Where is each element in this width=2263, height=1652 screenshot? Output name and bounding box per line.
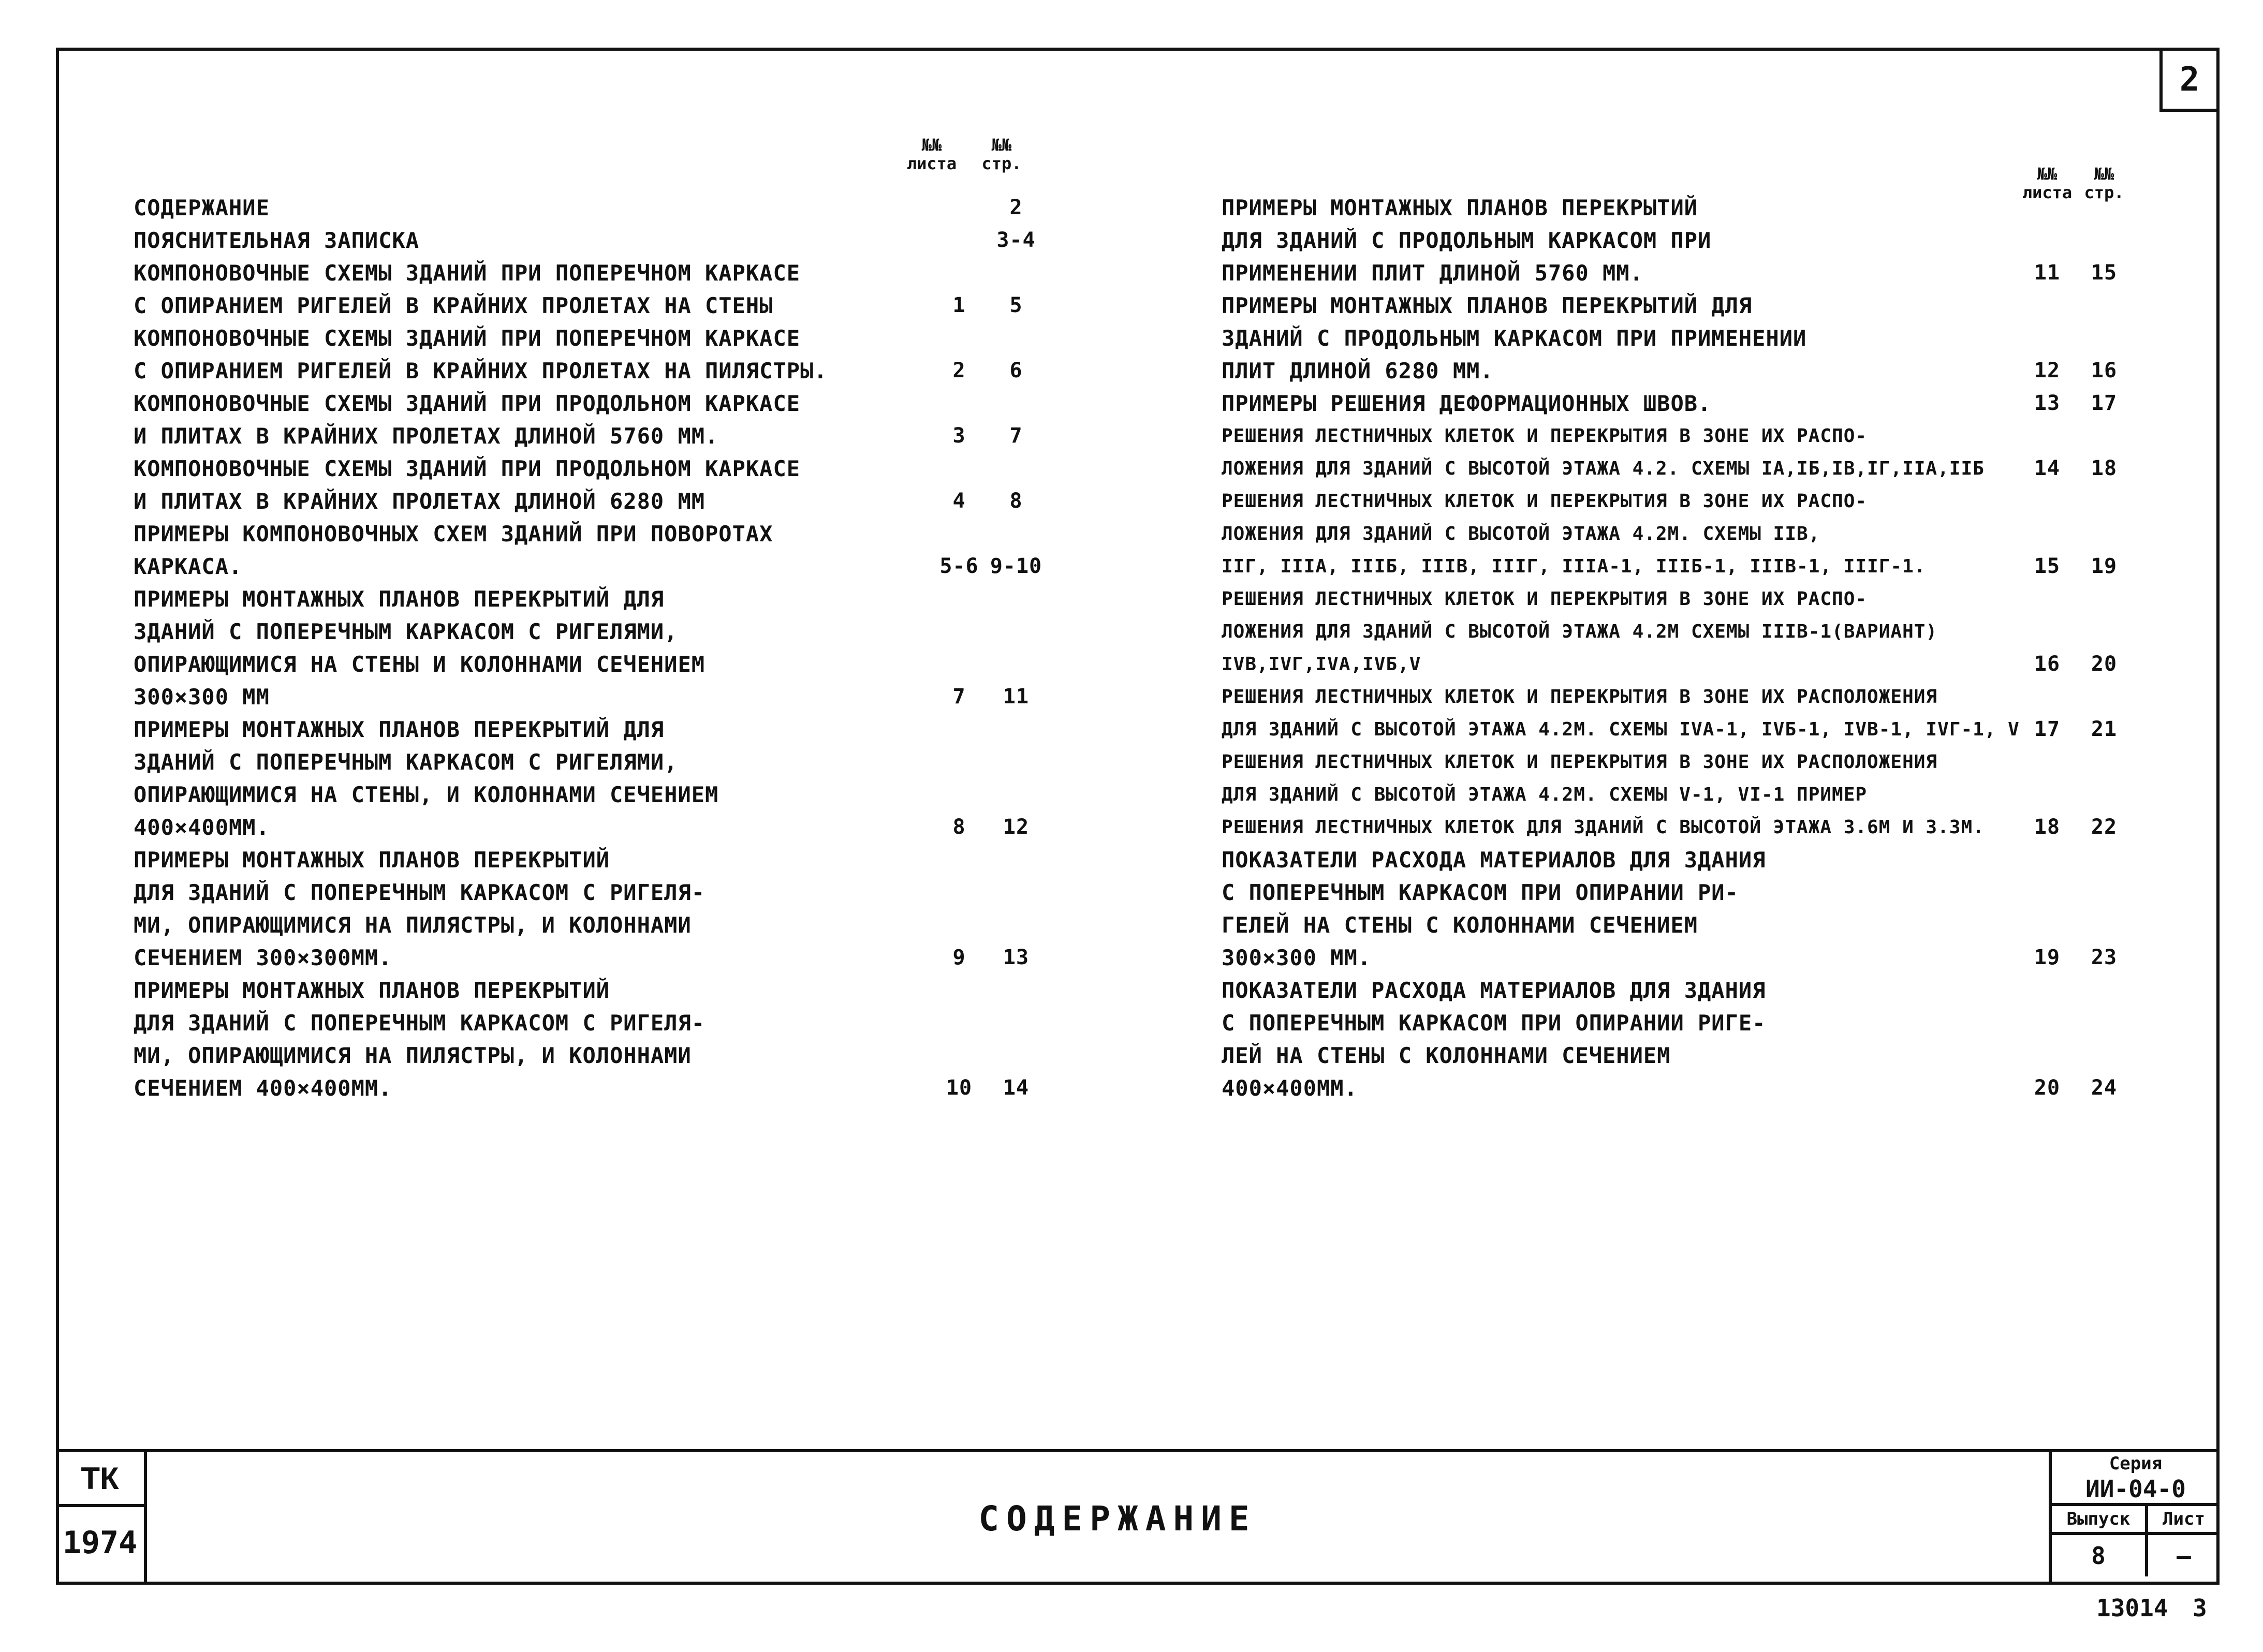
toc-entry-title: ПРИМЕРЫ КОМПОНОВОЧНЫХ СХЕМ ЗДАНИЙ ПРИ ПОВОРОТАХ КАРКАСА. bbox=[134, 521, 773, 579]
toc-entry-sheet: 18 bbox=[2034, 815, 2061, 839]
toc-entry-title: РЕШЕНИЯ ЛЕСТНИЧНЫХ КЛЕТОК И ПЕРЕКРЫТИЯ В ЗОНЕ ИХ РАСПО- ЛОЖЕНИЯ ДЛЯ ЗДАНИЙ С ВЫСОТОЙ ЭТАЖА 4.2. СХЕМЫ IА,IБ,IВ,IГ,IIА,IIБ bbox=[1222, 425, 1985, 479]
toc-entry-page: 5 bbox=[1009, 293, 1023, 317]
toc-entry-sheet: 19 bbox=[2034, 946, 2061, 969]
toc-entry-sheet: 15 bbox=[2034, 554, 2061, 578]
toc-entry-sheet: 3 bbox=[952, 424, 966, 448]
sheet-number: 2 bbox=[2159, 48, 2220, 112]
toc-entry-page: 11 bbox=[1003, 685, 1030, 709]
toc-entry-title: ПОЯСНИТЕЛЬНАЯ ЗАПИСКА bbox=[134, 228, 420, 253]
series-label: Серия bbox=[2109, 1453, 2163, 1474]
toc-entry bbox=[1222, 746, 2143, 844]
title-block-right bbox=[2049, 1452, 2220, 1585]
toc-entry bbox=[1222, 485, 2143, 583]
toc-entry-page: 2 bbox=[1009, 196, 1023, 219]
toc-entry-page: 18 bbox=[2091, 456, 2118, 480]
toc-entry-page: 3-4 bbox=[996, 228, 1036, 252]
right-sheet-col-header-line2: листа bbox=[2022, 183, 2073, 202]
toc-entry-page: 17 bbox=[2091, 391, 2118, 415]
sheet-value: — bbox=[2177, 1542, 2191, 1570]
toc-entry-sheet: 14 bbox=[2034, 456, 2061, 480]
organization-code: ТК bbox=[56, 1452, 144, 1507]
title-block bbox=[56, 1449, 2220, 1585]
toc-entry-page: 8 bbox=[1009, 489, 1023, 513]
document-title: СОДЕРЖАНИЕ bbox=[978, 1498, 1257, 1539]
toc-entry bbox=[1222, 681, 2143, 746]
toc-entry-page: 16 bbox=[2091, 359, 2118, 382]
toc-entry-page: 22 bbox=[2091, 815, 2118, 839]
toc-entry-page: 15 bbox=[2091, 261, 2118, 285]
toc-entry-sheet: 5-6 bbox=[939, 554, 979, 578]
toc-entry-title: КОМПОНОВОЧНЫЕ СХЕМЫ ЗДАНИЙ ПРИ ПРОДОЛЬНОМ КАРКАСЕ И ПЛИТАХ В КРАЙНИХ ПРОЛЕТАХ ДЛИНОЙ 6280 ММ bbox=[134, 456, 801, 514]
toc-entry-sheet: 11 bbox=[2034, 261, 2061, 285]
toc-entry-sheet: 16 bbox=[2034, 652, 2061, 676]
toc-entry-sheet: 9 bbox=[952, 946, 966, 969]
toc-entry bbox=[1222, 191, 2143, 289]
toc-left-column bbox=[134, 191, 1045, 1104]
title-block-left bbox=[56, 1452, 147, 1585]
toc-entry-sheet: 17 bbox=[2034, 717, 2061, 741]
toc-entry-title: ПРИМЕРЫ МОНТАЖНЫХ ПЛАНОВ ПЕРЕКРЫТИЙ ДЛЯ ЗДАНИЙ С ПРОДОЛЬНЫМ КАРКАСОМ ПРИ ПРИМЕНЕНИИ ПЛИТ ДЛИНОЙ 5760 ММ. bbox=[1222, 195, 1712, 286]
toc-entry-title: ПРИМЕРЫ МОНТАЖНЫХ ПЛАНОВ ПЕРЕКРЫТИЙ ДЛЯ ЗДАНИЙ С ПОПЕРЕЧНЫМ КАРКАСОМ С РИГЕЛЯМИ, ОПИРАЮЩИМИСЯ НА СТЕНЫ, И КОЛОННАМИ СЕЧЕНИЕМ 400×400ММ. bbox=[134, 717, 719, 840]
toc-entry bbox=[134, 713, 1045, 844]
toc-entry-page: 24 bbox=[2091, 1076, 2118, 1100]
toc-entry-sheet: 2 bbox=[952, 359, 966, 382]
toc-entry bbox=[134, 844, 1045, 974]
toc-entry-title: ПРИМЕРЫ МОНТАЖНЫХ ПЛАНОВ ПЕРЕКРЫТИЙ ДЛЯ ЗДАНИЙ С ПОПЕРЕЧНЫМ КАРКАСОМ С РИГЕЛЯ- МИ, ОПИРАЮЩИМИСЯ НА ПИЛЯСТРЫ, И КОЛОННАМИ СЕЧЕНИЕМ 300×300ММ. bbox=[134, 847, 706, 970]
toc-entry-sheet: 8 bbox=[952, 815, 966, 839]
left-page-col-header-line2: стр. bbox=[981, 154, 1022, 173]
toc-entry bbox=[1222, 583, 2143, 681]
toc-entry-page: 21 bbox=[2091, 717, 2118, 741]
toc-entry bbox=[134, 974, 1045, 1104]
toc-entry-title: РЕШЕНИЯ ЛЕСТНИЧНЫХ КЛЕТОК И ПЕРЕКРЫТИЯ В ЗОНЕ ИХ РАСПОЛОЖЕНИЯ ДЛЯ ЗДАНИЙ С ВЫСОТОЙ ЭТАЖА 4.2М. СХЕМЫ V-1, VI-1 ПРИМЕР РЕШЕНИЯ ЛЕСТНИЧНЫХ КЛЕТОК ДЛЯ ЗДАНИЙ С ВЫСОТОЙ ЭТАЖА 3.6М И 3.3М. bbox=[1222, 751, 1985, 838]
toc-entry bbox=[1222, 844, 2143, 974]
toc-entry-page: 20 bbox=[2091, 652, 2118, 676]
toc-entry-page: 19 bbox=[2091, 554, 2118, 578]
toc-entry bbox=[134, 452, 1045, 518]
toc-entry-title: ПРИМЕРЫ РЕШЕНИЯ ДЕФОРМАЦИОННЫХ ШВОВ. bbox=[1222, 391, 1712, 416]
toc-entry bbox=[134, 224, 1045, 257]
left-page-col-header-line1: №№ bbox=[991, 135, 1012, 155]
toc-entry bbox=[134, 191, 1045, 224]
left-sheet-col-header bbox=[901, 136, 963, 173]
right-page-col-header-line1: №№ bbox=[2094, 164, 2114, 184]
left-sheet-col-header-line2: листа bbox=[906, 154, 957, 173]
toc-entry bbox=[134, 583, 1045, 713]
sheet-label: Лист bbox=[2148, 1506, 2220, 1535]
toc-entry-title: КОМПОНОВОЧНЫЕ СХЕМЫ ЗДАНИЙ ПРИ ПОПЕРЕЧНОМ КАРКАСЕ С ОПИРАНИЕМ РИГЕЛЕЙ В КРАЙНИХ ПРОЛЕТАХ НА СТЕНЫ bbox=[134, 260, 801, 318]
toc-entry-page: 7 bbox=[1009, 424, 1023, 448]
toc-entry-sheet: 4 bbox=[952, 489, 966, 513]
issue-label: Выпуск bbox=[2052, 1506, 2148, 1535]
toc-entry-title: ПРИМЕРЫ МОНТАЖНЫХ ПЛАНОВ ПЕРЕКРЫТИЙ ДЛЯ ЗДАНИЙ С ПОПЕРЕЧНЫМ КАРКАСОМ С РИГЕЛЯ- МИ, ОПИРАЮЩИМИСЯ НА ПИЛЯСТРЫ, И КОЛОННАМИ СЕЧЕНИЕМ 400×400ММ. bbox=[134, 978, 706, 1101]
issue-value: 8 bbox=[2052, 1535, 2148, 1576]
toc-entry-page: 6 bbox=[1009, 359, 1023, 382]
toc-entry-sheet: 7 bbox=[952, 685, 966, 709]
toc-entry-title: РЕШЕНИЯ ЛЕСТНИЧНЫХ КЛЕТОК И ПЕРЕКРЫТИЯ В ЗОНЕ ИХ РАСПОЛОЖЕНИЯ ДЛЯ ЗДАНИЙ С ВЫСОТОЙ ЭТАЖА 4.2М. СХЕМЫ IVА-1, IVБ-1, IVВ-1, IVГ-1, V bbox=[1222, 686, 2020, 740]
toc-entry-page: 9-10 bbox=[990, 554, 1042, 578]
toc-entry bbox=[1222, 420, 2143, 485]
toc-entry-page: 12 bbox=[1003, 815, 1030, 839]
toc-entry bbox=[134, 387, 1045, 452]
toc-entry-sheet: 10 bbox=[946, 1076, 973, 1100]
left-sheet-col-header-line1: №№ bbox=[921, 135, 942, 155]
toc-entry-title: СОДЕРЖАНИЕ bbox=[134, 195, 270, 220]
toc-entry-title: КОМПОНОВОЧНЫЕ СХЕМЫ ЗДАНИЙ ПРИ ПРОДОЛЬНОМ КАРКАСЕ И ПЛИТАХ В КРАЙНИХ ПРОЛЕТАХ ДЛИНОЙ 5760 ММ. bbox=[134, 391, 801, 449]
toc-entry bbox=[1222, 974, 2143, 1104]
toc-right-column bbox=[1222, 191, 2143, 1104]
toc-entry-sheet: 1 bbox=[952, 293, 966, 317]
toc-entry-title: ПРИМЕРЫ МОНТАЖНЫХ ПЛАНОВ ПЕРЕКРЫТИЙ ДЛЯ ЗДАНИЙ С ПОПЕРЕЧНЫМ КАРКАСОМ С РИГЕЛЯМИ, ОПИРАЮЩИМИСЯ НА СТЕНЫ И КОЛОННАМИ СЕЧЕНИЕМ 300×300 ММ bbox=[134, 586, 706, 710]
toc-entry bbox=[134, 518, 1045, 583]
toc-entry-title: КОМПОНОВОЧНЫЕ СХЕМЫ ЗДАНИЙ ПРИ ПОПЕРЕЧНОМ КАРКАСЕ С ОПИРАНИЕМ РИГЕЛЕЙ В КРАЙНИХ ПРОЛЕТАХ НА ПИЛЯСТРЫ. bbox=[134, 326, 828, 384]
series-value: ИИ-04-0 bbox=[2052, 1475, 2220, 1506]
archive-code: 13014 bbox=[2096, 1594, 2168, 1622]
toc-entry-page: 13 bbox=[1003, 946, 1030, 969]
toc-entry-sheet: 13 bbox=[2034, 391, 2061, 415]
right-page-col-header-line2: стр. bbox=[2084, 183, 2124, 202]
toc-entry-title: ПРИМЕРЫ МОНТАЖНЫХ ПЛАНОВ ПЕРЕКРЫТИЙ ДЛЯ ЗДАНИЙ С ПРОДОЛЬНЫМ КАРКАСОМ ПРИ ПРИМЕНЕНИИ ПЛИТ ДЛИНОЙ 6280 ММ. bbox=[1222, 293, 1807, 384]
toc-entry-title: ПОКАЗАТЕЛИ РАСХОДА МАТЕРИАЛОВ ДЛЯ ЗДАНИЯ С ПОПЕРЕЧНЫМ КАРКАСОМ ПРИ ОПИРАНИИ РИ- ГЕЛЕЙ НА СТЕНЫ С КОЛОННАМИ СЕЧЕНИЕМ 300×300 ММ. bbox=[1222, 847, 1766, 970]
toc-entry-title: ПОКАЗАТЕЛИ РАСХОДА МАТЕРИАЛОВ ДЛЯ ЗДАНИЯ С ПОПЕРЕЧНЫМ КАРКАСОМ ПРИ ОПИРАНИИ РИГЕ- ЛЕЙ НА СТЕНЫ С КОЛОННАМИ СЕЧЕНИЕМ 400×400ММ. bbox=[1222, 978, 1766, 1101]
toc-entry bbox=[1222, 387, 2143, 420]
left-page-col-header bbox=[973, 136, 1030, 173]
toc-entry-page: 23 bbox=[2091, 946, 2118, 969]
toc-entry-title: РЕШЕНИЯ ЛЕСТНИЧНЫХ КЛЕТОК И ПЕРЕКРЫТИЯ В ЗОНЕ ИХ РАСПО- ЛОЖЕНИЯ ДЛЯ ЗДАНИЙ С ВЫСОТОЙ ЭТАЖА 4.2М. СХЕМЫ IIВ, IIГ, IIIА, IIIБ, IIIВ, IIIГ, IIIА-1, IIIБ-1, IIIВ-1, IIIГ-1. bbox=[1222, 491, 1926, 577]
toc-entry bbox=[1222, 289, 2143, 387]
toc-entry-sheet: 20 bbox=[2034, 1076, 2061, 1100]
right-sheet-col-header-line1: №№ bbox=[2037, 164, 2058, 184]
toc-entry bbox=[134, 322, 1045, 387]
year: 1974 bbox=[62, 1525, 138, 1561]
toc-entry-title: РЕШЕНИЯ ЛЕСТНИЧНЫХ КЛЕТОК И ПЕРЕКРЫТИЯ В ЗОНЕ ИХ РАСПО- ЛОЖЕНИЯ ДЛЯ ЗДАНИЙ С ВЫСОТОЙ ЭТАЖА 4.2М СХЕМЫ IIIВ-1(ВАРИАНТ) IVВ,IVГ,IVА,IVБ,V bbox=[1222, 588, 1938, 675]
toc-entry bbox=[134, 257, 1045, 322]
toc-entry-sheet: 12 bbox=[2034, 359, 2061, 382]
scan-page-number: 3 bbox=[2193, 1594, 2207, 1622]
toc-entry-page: 14 bbox=[1003, 1076, 1030, 1100]
